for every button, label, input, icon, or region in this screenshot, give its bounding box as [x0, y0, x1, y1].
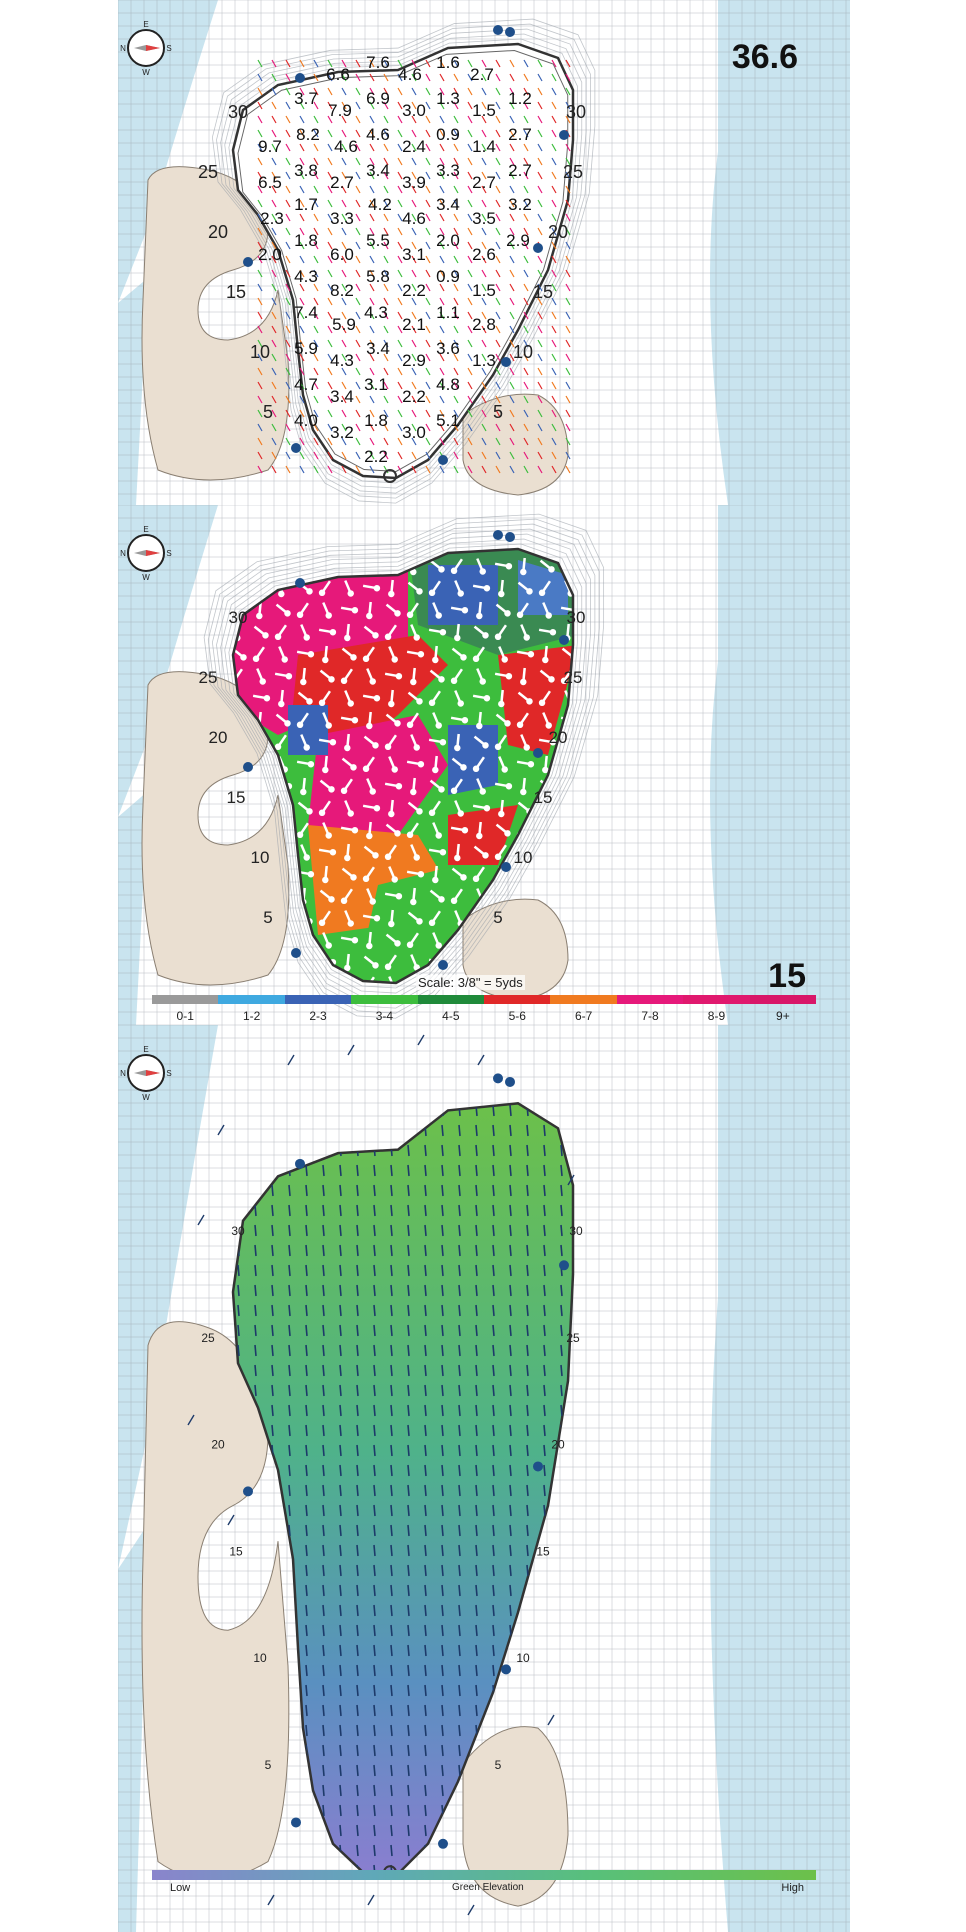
legend-swatch [484, 995, 550, 1004]
yardage-mark-left: 30 [227, 102, 249, 122]
slope-value: 4.6 [334, 137, 358, 156]
slope-value: 5.8 [366, 267, 390, 286]
marker-dot [559, 635, 569, 645]
yardage-mark-left: 15 [229, 1544, 243, 1559]
slope-value: 1.1 [436, 303, 460, 322]
slope-value: 2.7 [470, 65, 494, 84]
slope-value: 1.6 [436, 53, 460, 72]
slope-value: 2.0 [258, 245, 282, 264]
marker-dot [505, 1077, 515, 1087]
marker-dot [438, 455, 448, 465]
slope-value: 4.0 [294, 411, 318, 430]
legend-label: 5-6 [508, 1009, 526, 1023]
yardage-mark-left: 25 [201, 1330, 215, 1345]
total-break-value: 36.6 [731, 38, 798, 76]
slope-value: 3.2 [330, 423, 354, 442]
slope-value: 8.2 [296, 125, 320, 144]
water-right [710, 1025, 850, 1932]
marker-dot [291, 948, 301, 958]
slope-value: 2.6 [472, 245, 496, 264]
yardage-mark-right: 10 [513, 848, 533, 867]
elevation-panel [118, 1025, 850, 1932]
compass-letter: N [120, 549, 126, 558]
elevation-high-label: High [781, 1882, 804, 1894]
slope-legend-labels [152, 1009, 816, 1023]
yardage-mark-right: 15 [533, 788, 553, 807]
slope-value: 4.3 [330, 351, 354, 370]
legend-label: 4-5 [442, 1009, 460, 1023]
legend-label: 6-7 [574, 1009, 593, 1023]
slope-value: 2.1 [402, 315, 426, 334]
yardage-mark-left: 20 [208, 728, 228, 747]
marker-dot [243, 1486, 253, 1496]
yardage-mark-left: 10 [249, 342, 271, 362]
marker-dot [533, 748, 543, 758]
yardage-mark-left: 15 [226, 788, 246, 807]
slope-value: 1.8 [364, 411, 388, 430]
slope-value: 3.6 [436, 339, 460, 358]
slope-value: 2.2 [364, 447, 388, 466]
slope-value: 6.9 [366, 89, 390, 108]
slope-value: 3.4 [330, 387, 354, 406]
slope-value: 4.6 [398, 65, 422, 84]
slope-value: 4.2 [368, 195, 392, 214]
legend-swatch [750, 995, 816, 1004]
yardage-mark-right: 30 [569, 1224, 583, 1239]
slope-value: 2.4 [402, 137, 426, 156]
slope-value: 7.9 [328, 101, 352, 120]
legend-swatch [152, 995, 218, 1004]
yardage-mark-right: 30 [566, 608, 586, 627]
slope-value: 3.7 [294, 89, 318, 108]
slope-value: 0.9 [436, 125, 460, 144]
compass-letter: S [166, 549, 172, 558]
marker-dot [505, 532, 515, 542]
legend-swatch [683, 995, 749, 1004]
yardage-mark-left: 20 [211, 1437, 225, 1452]
compass-letter: W [142, 68, 150, 77]
legend-swatch [418, 995, 484, 1004]
yardage-mark-right: 20 [547, 222, 569, 242]
slope-value: 7.4 [294, 303, 318, 322]
marker-dot [493, 1073, 503, 1083]
bunker-right [463, 394, 568, 495]
slope-value: 2.7 [508, 125, 532, 144]
slope-value: 5.5 [366, 231, 390, 250]
marker-dot [493, 530, 503, 540]
marker-dot [243, 762, 253, 772]
yardage-mark-right: 20 [551, 1437, 565, 1452]
yardage-mark-right: 25 [562, 162, 584, 182]
legend-swatch [218, 995, 284, 1004]
compass-letter: W [142, 1093, 150, 1102]
legend-label: 7-8 [641, 1009, 659, 1023]
yardage-mark-right: 25 [563, 668, 583, 687]
slope-value: 2.8 [472, 315, 496, 334]
slope-value: 2.9 [402, 351, 426, 370]
marker-dot [501, 1664, 511, 1674]
compass-letter: N [120, 1069, 126, 1078]
legend-swatch [351, 995, 417, 1004]
slope-value: 4.3 [364, 303, 388, 322]
yardage-mark-left: 5 [263, 908, 273, 927]
yardage-mark-right: 10 [516, 1651, 530, 1666]
marker-dot [438, 1839, 448, 1849]
slope-color-panel [118, 505, 850, 1025]
marker-dot [295, 1159, 305, 1169]
slope-value: 3.9 [402, 173, 426, 192]
slope-value: 3.1 [364, 375, 388, 394]
legend-label: 3-4 [375, 1009, 394, 1023]
marker-dot [493, 25, 503, 35]
compass-letter: N [120, 44, 126, 53]
marker-dot [295, 578, 305, 588]
slope-color-map [118, 505, 850, 1025]
slope-value: 4.8 [436, 375, 460, 394]
marker-dot [243, 257, 253, 267]
yardage-mark-left: 20 [207, 222, 229, 242]
marker-dot [501, 357, 511, 367]
marker-dot [559, 130, 569, 140]
slope-percentage-panel [118, 0, 850, 505]
elevation-low-label: Low [170, 1882, 191, 1894]
yardage-mark-right: 10 [512, 342, 534, 362]
marker-dot [505, 27, 515, 37]
yardage-mark-right: 20 [548, 728, 568, 747]
elevation-gradient-bar [152, 1870, 816, 1880]
slope-value: 5.9 [294, 339, 318, 358]
legend-label: 1-2 [242, 1009, 261, 1023]
slope-value: 7.6 [366, 53, 390, 72]
slope-value: 1.2 [508, 89, 532, 108]
yardage-mark-right: 15 [536, 1544, 550, 1559]
slope-value: 3.5 [472, 209, 496, 228]
slope-value: 3.4 [366, 339, 390, 358]
yardage-mark-right: 5 [492, 402, 504, 422]
yardage-mark-right: 5 [494, 1758, 502, 1773]
marker-dot [559, 1260, 569, 1270]
slope-value: 3.1 [402, 245, 426, 264]
yardage-mark-right: 30 [565, 102, 587, 122]
elevation-map [118, 1025, 850, 1932]
slope-value: 0.9 [436, 267, 460, 286]
slope-value: 5.9 [332, 315, 356, 334]
slope-value: 2.0 [436, 231, 460, 250]
slope-value: 4.7 [294, 375, 318, 394]
slope-value: 9.7 [258, 137, 282, 156]
slope-value: 1.3 [472, 351, 496, 370]
slope-value: 2.7 [472, 173, 496, 192]
slope-value: 2.7 [330, 173, 354, 192]
compass-letter: E [143, 525, 149, 534]
slope-value: 4.3 [294, 267, 318, 286]
legend-swatch [550, 995, 616, 1004]
compass-letter: W [142, 573, 150, 582]
marker-dot [291, 443, 301, 453]
slope-value: 3.0 [402, 423, 426, 442]
marker-dot [438, 960, 448, 970]
compass-letter: S [166, 1069, 172, 1078]
marker-dot [501, 862, 511, 872]
yardage-mark-left: 30 [228, 608, 248, 627]
slope-value: 2.7 [508, 161, 532, 180]
slope-value: 2.3 [260, 209, 284, 228]
elevation-title: Green Elevation [452, 1882, 524, 1893]
slope-value: 3.3 [436, 161, 460, 180]
slope-value: 2.2 [402, 387, 426, 406]
slope-value: 3.3 [330, 209, 354, 228]
slope-value: 4.6 [402, 209, 426, 228]
yardage-mark-left: 10 [253, 1651, 267, 1666]
yardage-mark-right: 25 [566, 1330, 580, 1345]
slope-value: 6.0 [330, 245, 354, 264]
yardage-mark-left: 15 [225, 282, 247, 302]
yardage-mark-left: 25 [198, 668, 218, 687]
yardage-mark-left: 30 [231, 1224, 245, 1239]
slope-value: 3.8 [294, 161, 318, 180]
legend-label: 9+ [776, 1009, 790, 1023]
slope-value: 6.5 [258, 173, 282, 192]
slope-value: 1.4 [472, 137, 496, 156]
legend-swatch [617, 995, 683, 1004]
slope-legend-bar [152, 995, 816, 1004]
yardage-mark-left: 5 [264, 1758, 272, 1773]
scale-label: Scale: 3/8" = 5yds [418, 975, 523, 990]
slope-value: 8.2 [330, 281, 354, 300]
slope-value: 6.6 [326, 65, 350, 84]
slope-value: 1.7 [294, 195, 318, 214]
slope-value: 3.0 [402, 101, 426, 120]
compass-letter: E [143, 1045, 149, 1054]
elevation-labels [152, 1882, 816, 1896]
slope-value: 3.2 [508, 195, 532, 214]
yardage-mark-right: 5 [493, 908, 503, 927]
legend-swatch [285, 995, 351, 1004]
slope-value: 3.4 [366, 161, 390, 180]
slope-value: 1.3 [436, 89, 460, 108]
slope-value: 1.8 [294, 231, 318, 250]
hole-number: 15 [768, 957, 806, 995]
yardage-mark-left: 10 [250, 848, 270, 867]
marker-dot [533, 1461, 543, 1471]
slope-value: 1.5 [472, 281, 496, 300]
yardage-mark-left: 25 [197, 162, 219, 182]
slope-value: 2.9 [506, 231, 530, 250]
legend-label: 8-9 [707, 1009, 726, 1023]
legend-label: 2-3 [309, 1009, 327, 1023]
yardage-mark-left: 5 [262, 402, 274, 422]
slope-value: 5.1 [436, 411, 460, 430]
yardage-mark-right: 15 [532, 282, 554, 302]
slope-value: 4.6 [366, 125, 390, 144]
compass-letter: E [143, 20, 149, 29]
legend-label: 0-1 [176, 1009, 194, 1023]
slope-value: 2.2 [402, 281, 426, 300]
marker-dot [533, 243, 543, 253]
marker-dot [295, 73, 305, 83]
marker-dot [291, 1817, 301, 1827]
compass-letter: S [166, 44, 172, 53]
slope-value: 3.4 [436, 195, 460, 214]
slope-value: 1.5 [472, 101, 496, 120]
